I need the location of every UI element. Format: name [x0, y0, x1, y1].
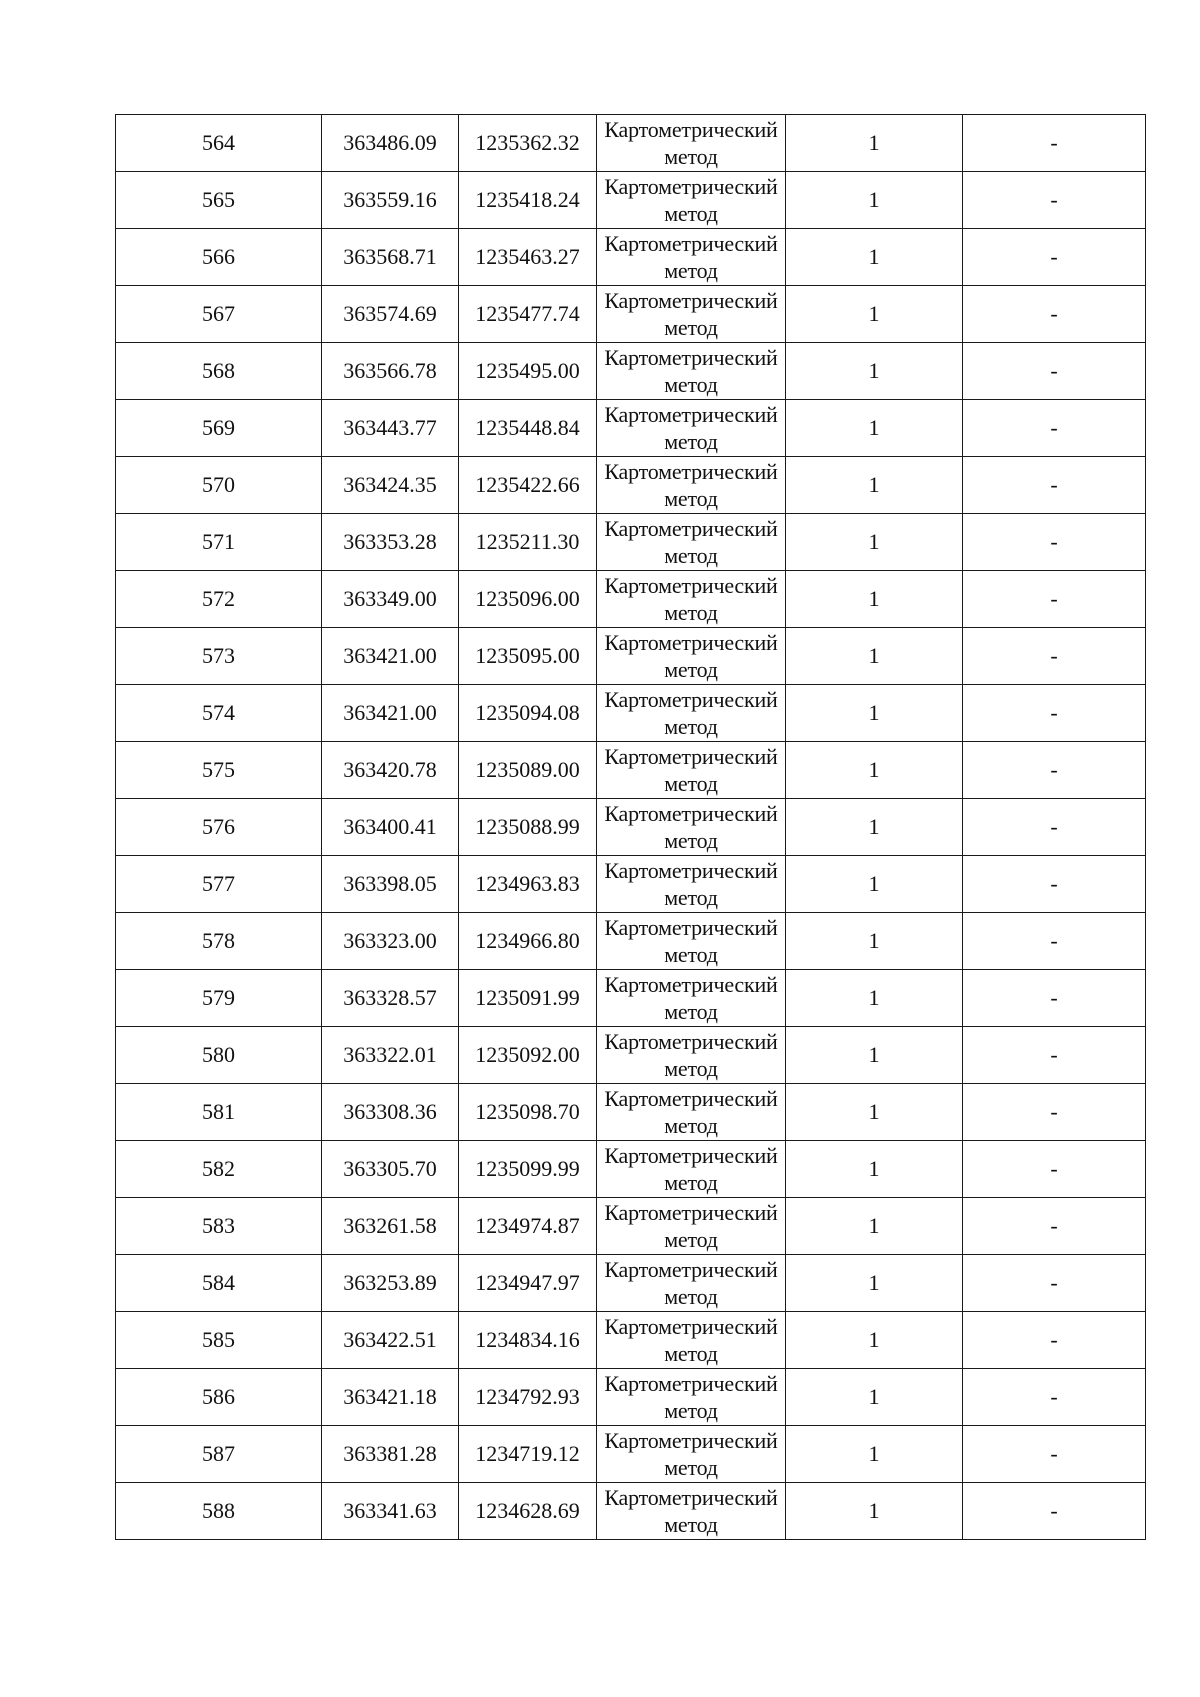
- point-number-cell: 567: [116, 286, 322, 343]
- x-coordinate-cell: 363322.01: [322, 1027, 459, 1084]
- y-coordinate-cell: 1235098.70: [459, 1084, 597, 1141]
- table-row: [116, 1312, 1146, 1369]
- point-number-cell: 575: [116, 742, 322, 799]
- method-cell: Картометрический метод: [597, 229, 786, 286]
- x-coordinate-cell: 363421.18: [322, 1369, 459, 1426]
- point-number-cell: 583: [116, 1198, 322, 1255]
- y-coordinate-cell: 1235089.00: [459, 742, 597, 799]
- accuracy-cell: 1: [786, 343, 963, 400]
- table-row: [116, 1027, 1146, 1084]
- x-coordinate-cell: 363559.16: [322, 172, 459, 229]
- y-coordinate-cell: 1234966.80: [459, 913, 597, 970]
- description-cell: -: [963, 1198, 1146, 1255]
- description-cell: -: [963, 1255, 1146, 1312]
- y-coordinate-cell: 1235477.74: [459, 286, 597, 343]
- method-cell: Картометрический метод: [597, 970, 786, 1027]
- coordinates-table: [115, 114, 1146, 1540]
- point-number-cell: 586: [116, 1369, 322, 1426]
- accuracy-cell: 1: [786, 970, 963, 1027]
- method-cell: Картометрический метод: [597, 628, 786, 685]
- table-row: [116, 628, 1146, 685]
- x-coordinate-cell: 363323.00: [322, 913, 459, 970]
- method-cell: Картометрический метод: [597, 400, 786, 457]
- y-coordinate-cell: 1234974.87: [459, 1198, 597, 1255]
- method-cell: Картометрический метод: [597, 856, 786, 913]
- point-number-cell: 578: [116, 913, 322, 970]
- method-cell: Картометрический метод: [597, 1369, 786, 1426]
- x-coordinate-cell: 363400.41: [322, 799, 459, 856]
- accuracy-cell: 1: [786, 571, 963, 628]
- y-coordinate-cell: 1235448.84: [459, 400, 597, 457]
- table-row: [116, 571, 1146, 628]
- y-coordinate-cell: 1234963.83: [459, 856, 597, 913]
- method-cell: Картометрический метод: [597, 1312, 786, 1369]
- x-coordinate-cell: 363421.00: [322, 685, 459, 742]
- point-number-cell: 587: [116, 1426, 322, 1483]
- x-coordinate-cell: 363253.89: [322, 1255, 459, 1312]
- x-coordinate-cell: 363443.77: [322, 400, 459, 457]
- table-row: [116, 514, 1146, 571]
- point-number-cell: 570: [116, 457, 322, 514]
- accuracy-cell: 1: [786, 1312, 963, 1369]
- accuracy-cell: 1: [786, 628, 963, 685]
- description-cell: -: [963, 628, 1146, 685]
- accuracy-cell: 1: [786, 514, 963, 571]
- accuracy-cell: 1: [786, 685, 963, 742]
- description-cell: -: [963, 1483, 1146, 1540]
- x-coordinate-cell: 363353.28: [322, 514, 459, 571]
- method-cell: Картометрический метод: [597, 685, 786, 742]
- x-coordinate-cell: 363308.36: [322, 1084, 459, 1141]
- accuracy-cell: 1: [786, 913, 963, 970]
- point-number-cell: 574: [116, 685, 322, 742]
- x-coordinate-cell: 363328.57: [322, 970, 459, 1027]
- accuracy-cell: 1: [786, 1426, 963, 1483]
- description-cell: -: [963, 1027, 1146, 1084]
- accuracy-cell: 1: [786, 1084, 963, 1141]
- description-cell: -: [963, 685, 1146, 742]
- method-cell: Картометрический метод: [597, 1027, 786, 1084]
- description-cell: -: [963, 115, 1146, 172]
- point-number-cell: 569: [116, 400, 322, 457]
- x-coordinate-cell: 363381.28: [322, 1426, 459, 1483]
- accuracy-cell: 1: [786, 1027, 963, 1084]
- description-cell: -: [963, 343, 1146, 400]
- y-coordinate-cell: 1234719.12: [459, 1426, 597, 1483]
- description-cell: -: [963, 1426, 1146, 1483]
- accuracy-cell: 1: [786, 1198, 963, 1255]
- table-row: [116, 400, 1146, 457]
- x-coordinate-cell: 363349.00: [322, 571, 459, 628]
- method-cell: Картометрический метод: [597, 286, 786, 343]
- point-number-cell: 582: [116, 1141, 322, 1198]
- description-cell: -: [963, 799, 1146, 856]
- y-coordinate-cell: 1235362.32: [459, 115, 597, 172]
- table-row: [116, 1426, 1146, 1483]
- method-cell: Картометрический метод: [597, 115, 786, 172]
- y-coordinate-cell: 1235094.08: [459, 685, 597, 742]
- method-cell: Картометрический метод: [597, 1426, 786, 1483]
- y-coordinate-cell: 1235091.99: [459, 970, 597, 1027]
- point-number-cell: 580: [116, 1027, 322, 1084]
- table-row: [116, 1198, 1146, 1255]
- method-cell: Картометрический метод: [597, 1084, 786, 1141]
- method-cell: Картометрический метод: [597, 799, 786, 856]
- accuracy-cell: 1: [786, 1369, 963, 1426]
- description-cell: -: [963, 571, 1146, 628]
- accuracy-cell: 1: [786, 856, 963, 913]
- description-cell: -: [963, 856, 1146, 913]
- point-number-cell: 568: [116, 343, 322, 400]
- table-row: [116, 343, 1146, 400]
- x-coordinate-cell: 363568.71: [322, 229, 459, 286]
- coordinates-table-body: [116, 115, 1146, 1540]
- accuracy-cell: 1: [786, 172, 963, 229]
- table-row: [116, 1483, 1146, 1540]
- table-row: [116, 685, 1146, 742]
- y-coordinate-cell: 1235211.30: [459, 514, 597, 571]
- table-row: [116, 913, 1146, 970]
- point-number-cell: 585: [116, 1312, 322, 1369]
- table-row: [116, 457, 1146, 514]
- point-number-cell: 579: [116, 970, 322, 1027]
- description-cell: -: [963, 457, 1146, 514]
- x-coordinate-cell: 363422.51: [322, 1312, 459, 1369]
- table-row: [116, 1084, 1146, 1141]
- x-coordinate-cell: 363566.78: [322, 343, 459, 400]
- point-number-cell: 588: [116, 1483, 322, 1540]
- x-coordinate-cell: 363305.70: [322, 1141, 459, 1198]
- method-cell: Картометрический метод: [597, 1255, 786, 1312]
- description-cell: -: [963, 229, 1146, 286]
- x-coordinate-cell: 363341.63: [322, 1483, 459, 1540]
- table-row: [116, 229, 1146, 286]
- accuracy-cell: 1: [786, 286, 963, 343]
- description-cell: -: [963, 1369, 1146, 1426]
- table-row: [116, 742, 1146, 799]
- table-row: [116, 1369, 1146, 1426]
- table-row: [116, 286, 1146, 343]
- table-row: [116, 1255, 1146, 1312]
- y-coordinate-cell: 1234834.16: [459, 1312, 597, 1369]
- method-cell: Картометрический метод: [597, 1483, 786, 1540]
- method-cell: Картометрический метод: [597, 913, 786, 970]
- method-cell: Картометрический метод: [597, 1141, 786, 1198]
- description-cell: -: [963, 172, 1146, 229]
- y-coordinate-cell: 1235418.24: [459, 172, 597, 229]
- accuracy-cell: 1: [786, 229, 963, 286]
- y-coordinate-cell: 1234947.97: [459, 1255, 597, 1312]
- accuracy-cell: 1: [786, 115, 963, 172]
- point-number-cell: 572: [116, 571, 322, 628]
- x-coordinate-cell: 363486.09: [322, 115, 459, 172]
- x-coordinate-cell: 363261.58: [322, 1198, 459, 1255]
- accuracy-cell: 1: [786, 742, 963, 799]
- y-coordinate-cell: 1235463.27: [459, 229, 597, 286]
- description-cell: -: [963, 1141, 1146, 1198]
- x-coordinate-cell: 363421.00: [322, 628, 459, 685]
- y-coordinate-cell: 1234628.69: [459, 1483, 597, 1540]
- point-number-cell: 576: [116, 799, 322, 856]
- point-number-cell: 565: [116, 172, 322, 229]
- point-number-cell: 566: [116, 229, 322, 286]
- y-coordinate-cell: 1235092.00: [459, 1027, 597, 1084]
- point-number-cell: 571: [116, 514, 322, 571]
- y-coordinate-cell: 1235099.99: [459, 1141, 597, 1198]
- point-number-cell: 577: [116, 856, 322, 913]
- table-row: [116, 970, 1146, 1027]
- y-coordinate-cell: 1235096.00: [459, 571, 597, 628]
- description-cell: -: [963, 742, 1146, 799]
- method-cell: Картометрический метод: [597, 457, 786, 514]
- x-coordinate-cell: 363398.05: [322, 856, 459, 913]
- description-cell: -: [963, 1084, 1146, 1141]
- point-number-cell: 584: [116, 1255, 322, 1312]
- accuracy-cell: 1: [786, 1255, 963, 1312]
- description-cell: -: [963, 1312, 1146, 1369]
- accuracy-cell: 1: [786, 1483, 963, 1540]
- method-cell: Картометрический метод: [597, 514, 786, 571]
- table-row: [116, 856, 1146, 913]
- description-cell: -: [963, 913, 1146, 970]
- table-row: [116, 172, 1146, 229]
- point-number-cell: 564: [116, 115, 322, 172]
- accuracy-cell: 1: [786, 1141, 963, 1198]
- table-row: [116, 115, 1146, 172]
- x-coordinate-cell: 363574.69: [322, 286, 459, 343]
- description-cell: -: [963, 970, 1146, 1027]
- y-coordinate-cell: 1235088.99: [459, 799, 597, 856]
- y-coordinate-cell: 1235095.00: [459, 628, 597, 685]
- description-cell: -: [963, 400, 1146, 457]
- accuracy-cell: 1: [786, 400, 963, 457]
- method-cell: Картометрический метод: [597, 571, 786, 628]
- method-cell: Картометрический метод: [597, 742, 786, 799]
- method-cell: Картометрический метод: [597, 343, 786, 400]
- description-cell: -: [963, 514, 1146, 571]
- y-coordinate-cell: 1235422.66: [459, 457, 597, 514]
- accuracy-cell: 1: [786, 457, 963, 514]
- accuracy-cell: 1: [786, 799, 963, 856]
- y-coordinate-cell: 1234792.93: [459, 1369, 597, 1426]
- y-coordinate-cell: 1235495.00: [459, 343, 597, 400]
- point-number-cell: 573: [116, 628, 322, 685]
- method-cell: Картометрический метод: [597, 1198, 786, 1255]
- table-row: [116, 1141, 1146, 1198]
- method-cell: Картометрический метод: [597, 172, 786, 229]
- x-coordinate-cell: 363424.35: [322, 457, 459, 514]
- table-row: [116, 799, 1146, 856]
- description-cell: -: [963, 286, 1146, 343]
- x-coordinate-cell: 363420.78: [322, 742, 459, 799]
- point-number-cell: 581: [116, 1084, 322, 1141]
